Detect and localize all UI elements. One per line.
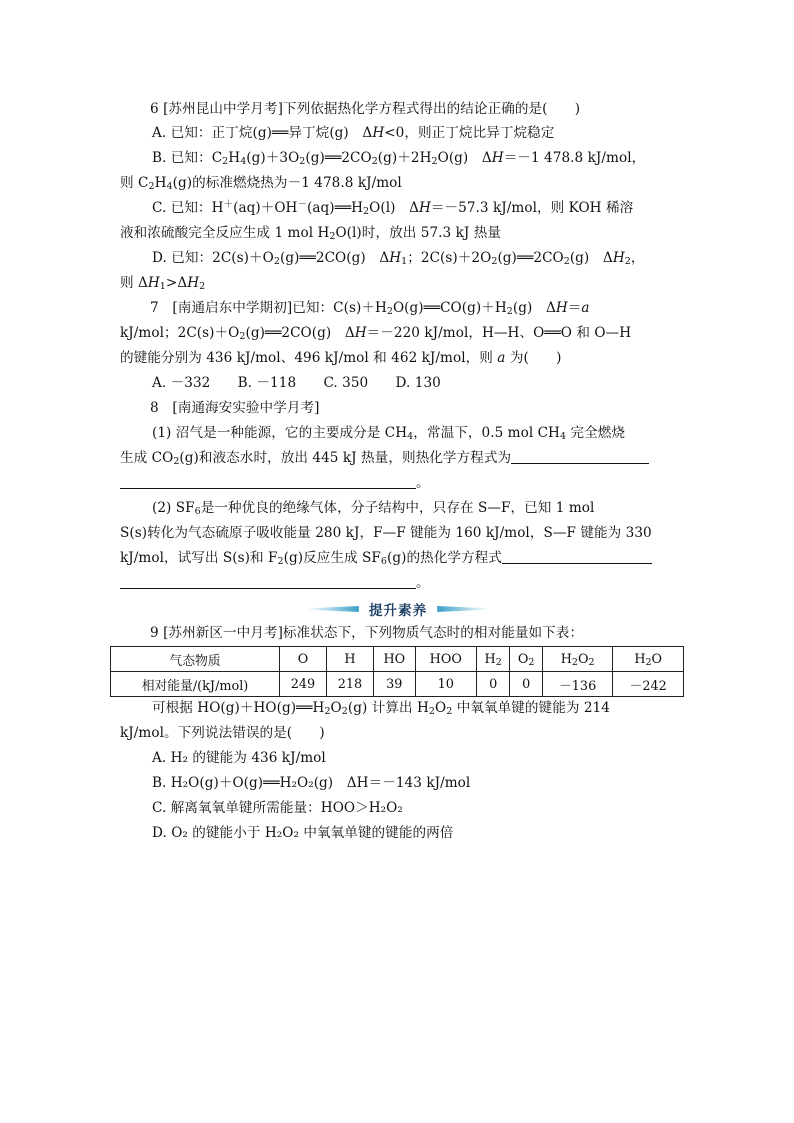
q9-option-d: D. O₂ 的键能小于 H₂O₂ 中氧氧单键的键能的两倍 [152, 825, 454, 841]
q6-option-b-line2: 则 $C_2H_4(g)$的标准燃烧热为－1 478.8 kJ/mol [120, 175, 402, 192]
table-cell: 39 [373, 672, 415, 697]
table-cell: 10 [415, 672, 476, 697]
q8-part1-line2: 生成 $CO_2(g)$和液态水时，放出 445 kJ 热量，则热化学方程式为 [120, 447, 676, 469]
answer-blank[interactable] [120, 574, 416, 589]
section-divider [120, 598, 676, 620]
answer-blank[interactable] [120, 474, 416, 489]
q6-option-b-line1: B. 已知：$C_2H_4(g)+3O_2(g)══2CO_2(g)+2H_2O(g)$ ΔH＝－1 478.8 kJ/mol， [152, 150, 646, 167]
q9-option-c: C. 解离氧氧单键所需能量：HOO＞H₂O₂ [152, 800, 403, 816]
table-header-cell: O [280, 647, 327, 672]
q6-option-c-line1: C. 已知：$H^+(aq)+OH^-(aq)══H_2O(l)$ ΔH＝－57.3 kJ/mol，则 KOH 稀溶 [152, 199, 634, 217]
table-header-cell: $H_2O_2$ [542, 647, 613, 672]
table-header-cell: $O_2$ [510, 647, 542, 672]
q7-stem-line1: 7 [南通启东中学期初]已知：$C(s)+H_2O(g)══CO(g)+H_2(g)$ ΔH＝a [150, 300, 590, 317]
q9-option-a: A. H₂ 的键能为 436 kJ/mol [152, 750, 326, 766]
q6-option-c-line2: 液和浓硫酸完全反应生成 1 mol $H_2O(l)$时，放出 57.3 kJ 热量 [120, 225, 502, 242]
q6-option-d-line2: 则 $\Delta H_1>\Delta H_2$ [120, 275, 206, 292]
q8-part1-line3: 。 [120, 472, 676, 494]
q8-part2-line3: kJ/mol，试写出 S(s)和 $F_2(g)$反应生成 $SF_6(g)$的热化学方程式 [120, 547, 676, 569]
table-cell: 218 [326, 672, 373, 697]
table-cell: 0 [476, 672, 510, 697]
q8-part2-line2: S(s)转化为气态硫原子吸收能量 280 kJ，F—F 键能为 160 kJ/mol，S—F 键能为 330 [120, 525, 652, 541]
q8-part2-line1: (2) $SF_6$是一种优良的绝缘气体，分子结构中，只存在 S—F，已知 1 mol [152, 500, 595, 517]
section-title: 提升素养 [368, 603, 428, 619]
table-row [111, 672, 684, 697]
q9-stem: 9 [苏州新区一中月考]标准状态下，下列物质气态时的相对能量如下表： [150, 625, 584, 641]
table-cell: 0 [510, 672, 542, 697]
q6-option-a: A. 已知：正丁烷(g)══异丁烷(g) ΔH<0，则正丁烷比异丁烷稳定 [152, 125, 555, 141]
divider-left-bar [307, 606, 359, 612]
table-cell: －136 [542, 672, 613, 697]
table-header-row [111, 647, 684, 672]
q8-part2-line4: 。 [120, 572, 676, 594]
q8-stem: 8 [南通海安实验中学月考] [150, 400, 320, 416]
q9-after-table-line1: 可根据 $HO(g)+HO(g)══H_2O_2(g)$ 计算出 $H_2O_2$ 中氧氧单键的键能为 214 [152, 700, 610, 717]
q7-options: A. －332 B. －118 C. 350 D. 130 [152, 375, 441, 391]
table-header-cell: $H_2$ [476, 647, 510, 672]
q8-part1-line1: (1) 沼气是一种能源，它的主要成分是 $CH_4$，常温下，0.5 mol $CH_4$ 完全燃烧 [152, 425, 626, 442]
table-row-label: 相对能量/(kJ/mol) [111, 672, 280, 697]
answer-blank[interactable] [511, 449, 649, 464]
divider-right-bar [437, 606, 489, 612]
q7-stem-line2: kJ/mol；$2C(s)+O_2(g)══2CO(g)$ ΔH＝－220 kJ/mol，H—H、O══O 和 O—H [120, 325, 632, 342]
table-cell: 249 [280, 672, 327, 697]
answer-blank[interactable] [502, 549, 652, 564]
table-cell: －242 [613, 672, 684, 697]
q6-option-d-line1: D. 已知：$2C(s)+O_2(g)══2CO(g)$ $\Delta H_1$；$2C(s)+2O_2(g)══2CO_2(g)$ $\Delta H_2$， [152, 250, 645, 267]
table-header-cell: $H_2O$ [613, 647, 684, 672]
table-header-cell: 气态物质 [111, 647, 280, 672]
energy-table [110, 646, 684, 697]
table-header-cell: H [326, 647, 373, 672]
table-header-cell: HOO [415, 647, 476, 672]
table-header-cell: HO [373, 647, 415, 672]
q6-stem: 6 [苏州昆山中学月考]下列依据热化学方程式得出的结论正确的是( ) [150, 101, 581, 117]
q9-option-b: B. H₂O(g)＋O(g)══H₂O₂(g) ΔH＝－143 kJ/mol [152, 775, 471, 791]
q9-after-table-line2: kJ/mol。下列说法错误的是( ) [120, 725, 325, 741]
q7-stem-line3: 的键能分别为 436 kJ/mol、496 kJ/mol 和 462 kJ/mol，则 a 为( ) [120, 350, 562, 366]
